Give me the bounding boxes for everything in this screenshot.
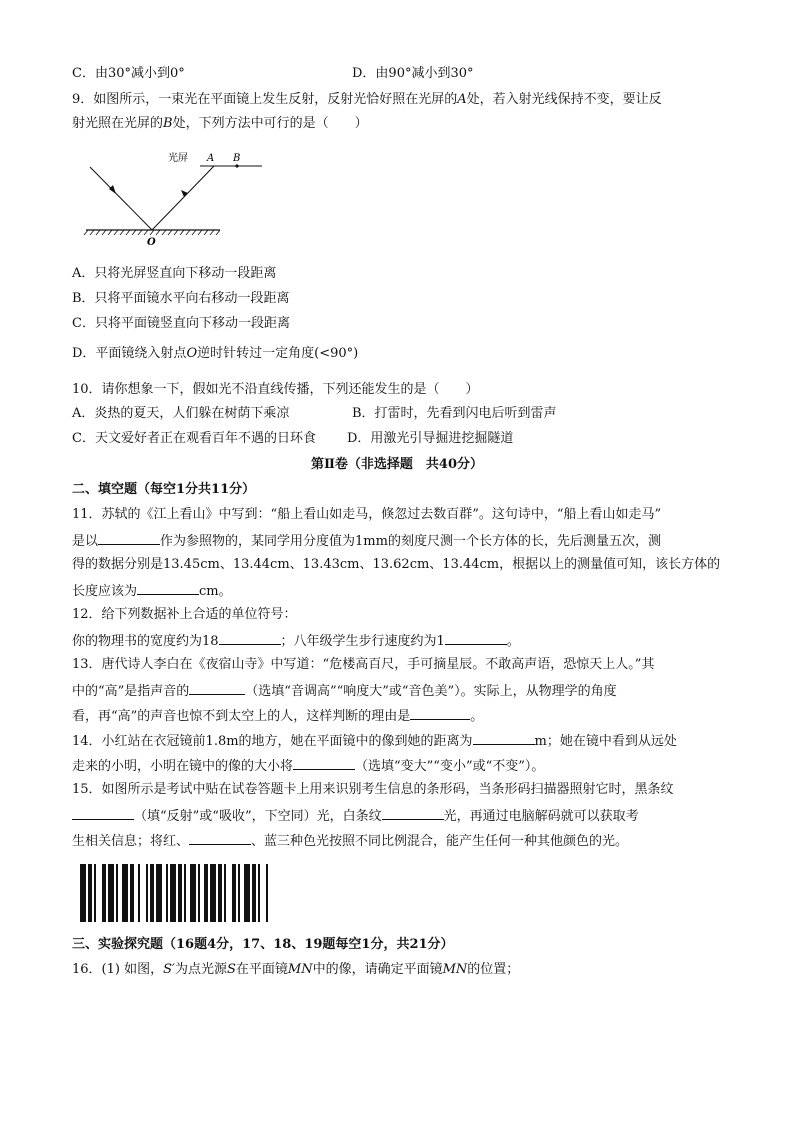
barcode-figure <box>78 864 350 924</box>
barcode-bar <box>170 864 176 922</box>
q12-text: 。 <box>506 634 520 649</box>
q9-stem-text: 射光照在光屏的 <box>72 116 164 131</box>
q16-text: 中的像，请确定平面镜 <box>312 962 443 977</box>
barcode-bar <box>102 864 106 922</box>
point-a-label: A <box>207 153 215 164</box>
q13-blank-reason[interactable] <box>410 705 470 720</box>
barcode-bar <box>138 864 140 922</box>
q16-line1 <box>72 960 722 980</box>
barcode-bar <box>266 864 268 922</box>
barcode-bar <box>218 864 222 922</box>
q14-text: 走来的小明，小明在镜中的像的大小将 <box>72 759 294 774</box>
q15-text: 光，再通过电脑解码就可以获取考 <box>443 809 639 824</box>
mirror-hatching <box>84 230 220 235</box>
barcode-bar <box>146 864 148 922</box>
q10-stem: 10．请你想象一下，假如光不沿直线传播，下列还能发生的是（ ） <box>72 382 479 397</box>
q11-text: 是以 <box>72 534 99 549</box>
barcode-bar <box>258 864 260 922</box>
q9-option-d-text: 逆时针转过一定角度 <box>197 346 315 361</box>
q9-point-b-label: B <box>163 116 173 131</box>
barcode-bar <box>178 864 182 922</box>
q9-stem-text: 处，下列方法中可行的是（ ） <box>172 116 368 131</box>
q13-line3 <box>72 705 722 727</box>
q13-line2 <box>72 680 722 702</box>
reflected-arrow <box>181 190 188 197</box>
q12-blank-speed-unit[interactable] <box>445 630 507 645</box>
q9-stem-line1 <box>72 90 722 110</box>
q10-option-b[interactable]: B．打雷时，先看到闪电后听到雷声 <box>352 406 557 421</box>
barcode-bar <box>156 864 162 922</box>
q10-option-c[interactable]: C．天文爱好者正在观看百年不遇的日环食 <box>72 431 316 446</box>
incident-arrow <box>109 185 116 194</box>
q11-text: 作为参照物的，某同学用分度值为1mm的刻度尺测一个长方体的长，先后测量五次，测 <box>160 534 661 549</box>
q10-option-a[interactable]: A．炎热的夏天，人们躲在树荫下乘凉 <box>72 406 290 421</box>
q14-text: m；她在镜中看到从远处 <box>534 734 677 749</box>
q9-mirror-figure <box>80 145 270 250</box>
q15-blank-primary-color[interactable] <box>189 830 251 845</box>
barcode-bar <box>184 864 186 922</box>
q11-line3: 得的数据分别是13.45cm、13.44cm、13.43cm、13.62cm、13.44cm，根据以上的测量值可知，该长方体的 <box>72 557 721 572</box>
barcode-bar <box>204 864 208 922</box>
q16-image-label: S′ <box>163 962 175 977</box>
q12-text: 你的物理书的宽度约为18 <box>72 634 219 649</box>
q16-mirror-label: MN <box>442 962 468 977</box>
q11-blank-reference[interactable] <box>98 530 160 545</box>
barcode-bar <box>80 864 86 922</box>
part-two-heading: 第Ⅱ卷（非选择题 共40分） <box>310 457 484 472</box>
q9-option-a[interactable]: A．只将光屏竖直向下移动一段距离 <box>72 266 277 281</box>
q11-text: 长度应该为 <box>72 584 138 599</box>
screen-label: 光屏 <box>168 153 188 164</box>
q15-blank-white-stripes[interactable] <box>382 805 444 820</box>
q9-stem-text: 处，若入射光线保持不变，要让反 <box>466 92 662 107</box>
q15-text: 生相关信息；将红、 <box>72 834 190 849</box>
incident-ray <box>90 167 152 230</box>
barcode-bar <box>210 864 216 922</box>
barcode-bar <box>232 864 236 922</box>
q13-blank-sound-property[interactable] <box>189 680 245 695</box>
barcode-bar <box>88 864 92 922</box>
q11-text: cm。 <box>199 584 232 599</box>
q9-option-c[interactable]: C．只将平面镜竖直向下移动一段距离 <box>72 316 290 331</box>
q9-stem-text: 9．如图所示，一束光在平面镜上发生反射，反射光恰好照在光屏的 <box>72 92 458 107</box>
q16-text: 为点光源 <box>174 962 227 977</box>
barcode-bar <box>198 864 200 922</box>
q14-blank-distance[interactable] <box>473 730 535 745</box>
q11-line2 <box>72 530 722 552</box>
section-fill-in-heading: 二、填空题（每空1分共11分） <box>72 482 256 497</box>
q9-option-d-text: D．平面镜绕入射点 <box>72 346 187 361</box>
barcode-bar <box>252 864 256 922</box>
point-b-label: B <box>233 153 241 164</box>
q12-line2 <box>72 630 722 652</box>
point-o-label: O <box>147 237 156 248</box>
q13-line1: 13．唐代诗人李白在《夜宿山寺》中写道：“危楼高百尺，手可摘星辰。不敢高声语，恐惊天上人。”其 <box>72 657 655 672</box>
q8-option-d[interactable]: D．由90°减小到30° <box>352 66 474 81</box>
q8-option-c[interactable]: C．由30°减小到0° <box>72 66 185 81</box>
q15-blank-black-stripes[interactable] <box>72 805 134 820</box>
q16-source-label: S <box>226 962 236 977</box>
barcode-bar <box>244 864 250 922</box>
q16-text: 的位置； <box>467 962 520 977</box>
q13-text: 。 <box>470 709 484 724</box>
q9-option-d-angle: (<90°) <box>314 346 359 361</box>
q15-line1: 15．如图所示是考试中贴在试卷答题卡上用来识别考生信息的条形码，当条形码扫描器照射它时，黑条纹 <box>72 782 674 797</box>
q13-text: 中的“高”是指声音的 <box>72 684 190 699</box>
q15-text: （填“反射”或“吸收”，下空同）光，白条纹 <box>134 809 382 824</box>
barcode-bar <box>166 864 168 922</box>
q10-options-row2 <box>72 429 722 449</box>
q10-options-row1 <box>72 404 722 424</box>
section-experiment-heading: 三、实验探究题（16题4分，17、18、19题每空1分，共21分） <box>72 937 454 952</box>
q9-option-d-point: O <box>186 346 198 361</box>
barcode-bar <box>224 864 226 922</box>
barcode-bar <box>190 864 196 922</box>
q15-text: 、蓝三种色光按照不同比例混合，能产生任何一种其他颜色的光。 <box>251 834 629 849</box>
q9-option-d[interactable] <box>72 344 722 364</box>
barcode-bar <box>116 864 118 922</box>
q15-line3 <box>72 830 722 852</box>
q16-text: 在平面镜 <box>235 962 288 977</box>
barcode-bar <box>238 864 240 922</box>
q14-text: 14．小红站在衣冠镜前1.8m的地方，她在平面镜中的像到她的距离为 <box>72 734 473 749</box>
q9-option-b[interactable]: B．只将平面镜水平向右移动一段距离 <box>72 291 290 306</box>
q15-line2 <box>72 805 722 827</box>
reflected-ray <box>152 166 214 230</box>
barcode-bar <box>122 864 128 922</box>
q12-text: ；八年级学生步行速度约为1 <box>280 634 445 649</box>
q8-options <box>72 64 722 84</box>
q12-blank-width-unit[interactable] <box>219 630 281 645</box>
q9-stem-line2 <box>72 114 722 134</box>
q10-option-d[interactable]: D．用激光引导掘进挖掘隧道 <box>347 431 514 446</box>
q14-blank-image-size[interactable] <box>293 755 355 770</box>
q11-line1: 11．苏轼的《江上看山》中写到：“船上看山如走马，倏忽过去数百群”。这句诗中，“船上看山如走马” <box>72 507 662 522</box>
q9-point-a-label: A <box>457 92 467 107</box>
q14-text: （选填“变大”“变小”或“不变”）。 <box>355 759 545 774</box>
q16-text: 16．(1) 如图， <box>72 962 164 977</box>
q11-line4 <box>72 580 722 602</box>
q13-text: （选填“音调高”“响度大”或“音色美”）。实际上，从物理学的角度 <box>245 684 617 699</box>
q14-line2 <box>72 755 722 777</box>
barcode-bar <box>150 864 154 922</box>
q12-line1: 12．给下列数据补上合适的单位符号： <box>72 607 297 622</box>
barcode-bar <box>94 864 96 922</box>
point-b-dot <box>235 164 238 167</box>
q13-text: 看，再“高”的声音也惊不到太空上的人，这样判断的理由是 <box>72 709 411 724</box>
barcode-bar <box>130 864 134 922</box>
q14-line1 <box>72 730 722 752</box>
barcode-bar <box>108 864 114 922</box>
q11-blank-length[interactable] <box>137 580 199 595</box>
q16-mirror-label: MN <box>287 962 313 977</box>
